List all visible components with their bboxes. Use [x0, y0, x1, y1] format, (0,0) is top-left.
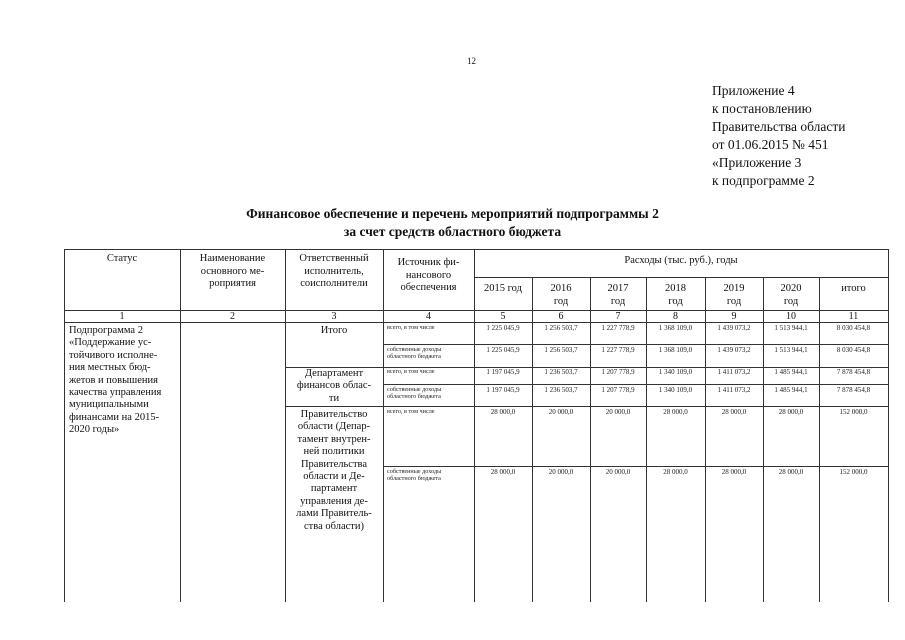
- value-cell: 152 000,0: [839, 468, 868, 476]
- executor-line: области (Депар-: [297, 421, 371, 433]
- value-cell: 28 000,0: [663, 408, 688, 416]
- source-label: собственные доходы: [387, 346, 442, 353]
- header-year: 2018: [665, 283, 686, 294]
- value-cell: 1 513 944,1: [774, 324, 808, 332]
- value-cell: 8 030 454,8: [836, 324, 871, 332]
- executor-line: финансов облас-: [296, 380, 372, 392]
- status-text-line: муниципальными: [69, 399, 149, 411]
- value-cell: 1 256 503,7: [544, 346, 578, 354]
- column-number: 1: [119, 311, 125, 322]
- value-cell: 28 000,0: [490, 468, 516, 476]
- value-cell: 7 878 454,8: [836, 386, 871, 394]
- executor-line: области и Де-: [303, 471, 365, 482]
- value-cell: 1 439 073,2: [717, 324, 751, 332]
- status-text-line: «Поддержание ус-: [69, 337, 152, 349]
- header-year: итого: [841, 283, 866, 294]
- value-cell: 1 225 045,9: [486, 324, 520, 332]
- source-label: собственные доходы: [387, 468, 442, 475]
- source-label: всего, в том числе: [387, 368, 435, 375]
- value-cell: 1 439 073,2: [717, 346, 751, 354]
- appendix-line: от 01.06.2015 № 451: [712, 137, 829, 152]
- header-year: 2019: [723, 283, 745, 294]
- header-year: 2017: [607, 283, 629, 294]
- value-cell: 8 030 454,8: [836, 346, 871, 354]
- value-cell: 1 485 944,1: [774, 386, 808, 394]
- page-number: 12: [467, 56, 476, 66]
- value-cell: 1 256 503,7: [544, 324, 578, 332]
- value-cell: 152 000,0: [839, 408, 868, 416]
- header-year: 2020: [780, 283, 802, 294]
- header-year: 2016: [550, 283, 572, 294]
- column-number: 11: [848, 311, 859, 322]
- column-divider: [383, 249, 384, 602]
- table-border-right: [888, 249, 889, 602]
- expenses-subheader-line: [474, 277, 888, 278]
- appendix-line: к постановлению: [712, 101, 812, 116]
- value-cell: 20 000,0: [548, 408, 574, 416]
- value-cell: 1 411 073,2: [717, 368, 751, 376]
- column-number: 10: [786, 311, 796, 322]
- header-year: год: [668, 295, 683, 307]
- column-number: 7: [615, 311, 621, 322]
- column-numbers-bottom-line: [64, 322, 888, 323]
- row-separator: [383, 344, 888, 345]
- row-separator: [383, 384, 888, 385]
- header-year: 2015 год: [484, 283, 522, 294]
- header-status: Статус: [106, 253, 138, 264]
- value-cell: 1 207 778,9: [601, 386, 635, 394]
- column-number: 4: [426, 311, 431, 322]
- header-expenses: Расходы (тыс. руб.), годы: [624, 255, 738, 266]
- column-number: 6: [558, 311, 564, 322]
- source-label: собственные доходы: [387, 386, 442, 393]
- status-text-line: финансами на 2015-: [69, 411, 160, 423]
- header-source: нансового: [405, 269, 452, 281]
- column-number: 8: [673, 311, 678, 322]
- value-cell: 1 340 109,0: [658, 368, 693, 376]
- source-label: областного бюджета: [387, 353, 441, 360]
- source-label: всего, в том числе: [387, 408, 435, 415]
- value-cell: 28 000,0: [663, 468, 688, 476]
- executor-line: ней политики: [303, 446, 365, 458]
- executor-line: ства области): [304, 520, 364, 532]
- appendix-note: [712, 82, 845, 190]
- value-cell: 1 197 045,9: [486, 386, 520, 394]
- header-executor: соисполнители: [300, 278, 368, 289]
- value-cell: 7 878 454,8: [836, 368, 871, 376]
- executor-line: ти: [328, 392, 340, 404]
- appendix-line: Правительства области: [712, 119, 846, 134]
- executor-line: Правительство: [300, 409, 368, 420]
- header-measure: основного ме-: [200, 265, 265, 277]
- value-cell: 1 227 778,9: [601, 324, 635, 332]
- status-text-line: 2020 годы»: [69, 424, 120, 436]
- column-divider: [474, 249, 475, 602]
- column-number: 2: [230, 311, 235, 322]
- value-cell: 1 236 503,7: [544, 386, 578, 394]
- executor-line: партамент: [310, 483, 358, 495]
- value-cell: 1 485 944,1: [774, 368, 808, 376]
- row-separator: [383, 466, 888, 467]
- value-cell: 1 368 109,0: [658, 324, 693, 332]
- status-text-line: ния местных бюд-: [69, 362, 151, 374]
- value-cell: 20 000,0: [605, 468, 631, 476]
- document-title: Финансовое обеспечение и перечень мероприятий подпрограммы 2: [246, 206, 659, 221]
- column-number: 5: [500, 311, 506, 322]
- status-text-line: тойчивого исполне-: [69, 349, 158, 361]
- appendix-line: Приложение 4: [712, 83, 795, 98]
- appendix-line: к подпрограмме 2: [712, 173, 815, 188]
- source-label: областного бюджета: [387, 393, 441, 400]
- row-separator: [285, 406, 888, 407]
- value-cell: 1 513 944,1: [774, 346, 808, 354]
- executor-line: Итого: [320, 325, 348, 336]
- value-cell: 1 340 109,0: [658, 386, 693, 394]
- executor-line: лами Правитель-: [296, 508, 372, 520]
- column-number: 3: [331, 311, 337, 322]
- source-label: всего, в том числе: [387, 324, 435, 331]
- value-cell: 1 368 109,0: [658, 346, 693, 354]
- value-cell: 20 000,0: [605, 408, 631, 416]
- header-year: год: [553, 295, 569, 307]
- header-measure: роприятия: [209, 278, 256, 289]
- value-cell: 1 225 045,9: [486, 346, 520, 354]
- value-cell: 28 000,0: [778, 468, 804, 476]
- value-cell: 1 411 073,2: [717, 386, 751, 394]
- value-cell: 1 236 503,7: [544, 368, 578, 376]
- header-year: год: [783, 295, 799, 307]
- value-cell: 1 197 045,9: [486, 368, 520, 376]
- header-year: год: [610, 295, 626, 307]
- executor-line: тамент внутрен-: [297, 433, 371, 445]
- appendix-line: «Приложение 3: [712, 155, 802, 170]
- executor-line: Правительства: [300, 458, 368, 470]
- value-cell: 1 207 778,9: [601, 368, 635, 376]
- header-source: Источник фи-: [397, 257, 460, 268]
- value-cell: 28 000,0: [721, 408, 747, 416]
- header-year: год: [726, 295, 742, 307]
- value-cell: 28 000,0: [721, 468, 747, 476]
- source-label: областного бюджета: [387, 475, 441, 482]
- value-cell: 20 000,0: [548, 468, 574, 476]
- table-border-left: [64, 249, 65, 602]
- column-number: 9: [731, 311, 737, 322]
- executor-line: управления де-: [300, 495, 368, 507]
- value-cell: 1 227 778,9: [601, 346, 635, 354]
- status-text-line: качества управления: [69, 387, 162, 398]
- executor-line: Департамент: [304, 368, 364, 379]
- header-source: обеспечения: [400, 282, 457, 293]
- document-subtitle: за счет средств областного бюджета: [343, 224, 562, 239]
- header-executor: исполнитель,: [304, 265, 364, 277]
- value-cell: 28 000,0: [778, 408, 804, 416]
- value-cell: 28 000,0: [490, 408, 516, 416]
- status-text-line: Подпрограмма 2: [69, 325, 143, 336]
- header-measure: Наименование: [199, 253, 266, 264]
- header-executor: Ответственный: [299, 253, 369, 264]
- status-text-line: жетов и повышения: [69, 374, 158, 386]
- table-border-top: [64, 249, 888, 250]
